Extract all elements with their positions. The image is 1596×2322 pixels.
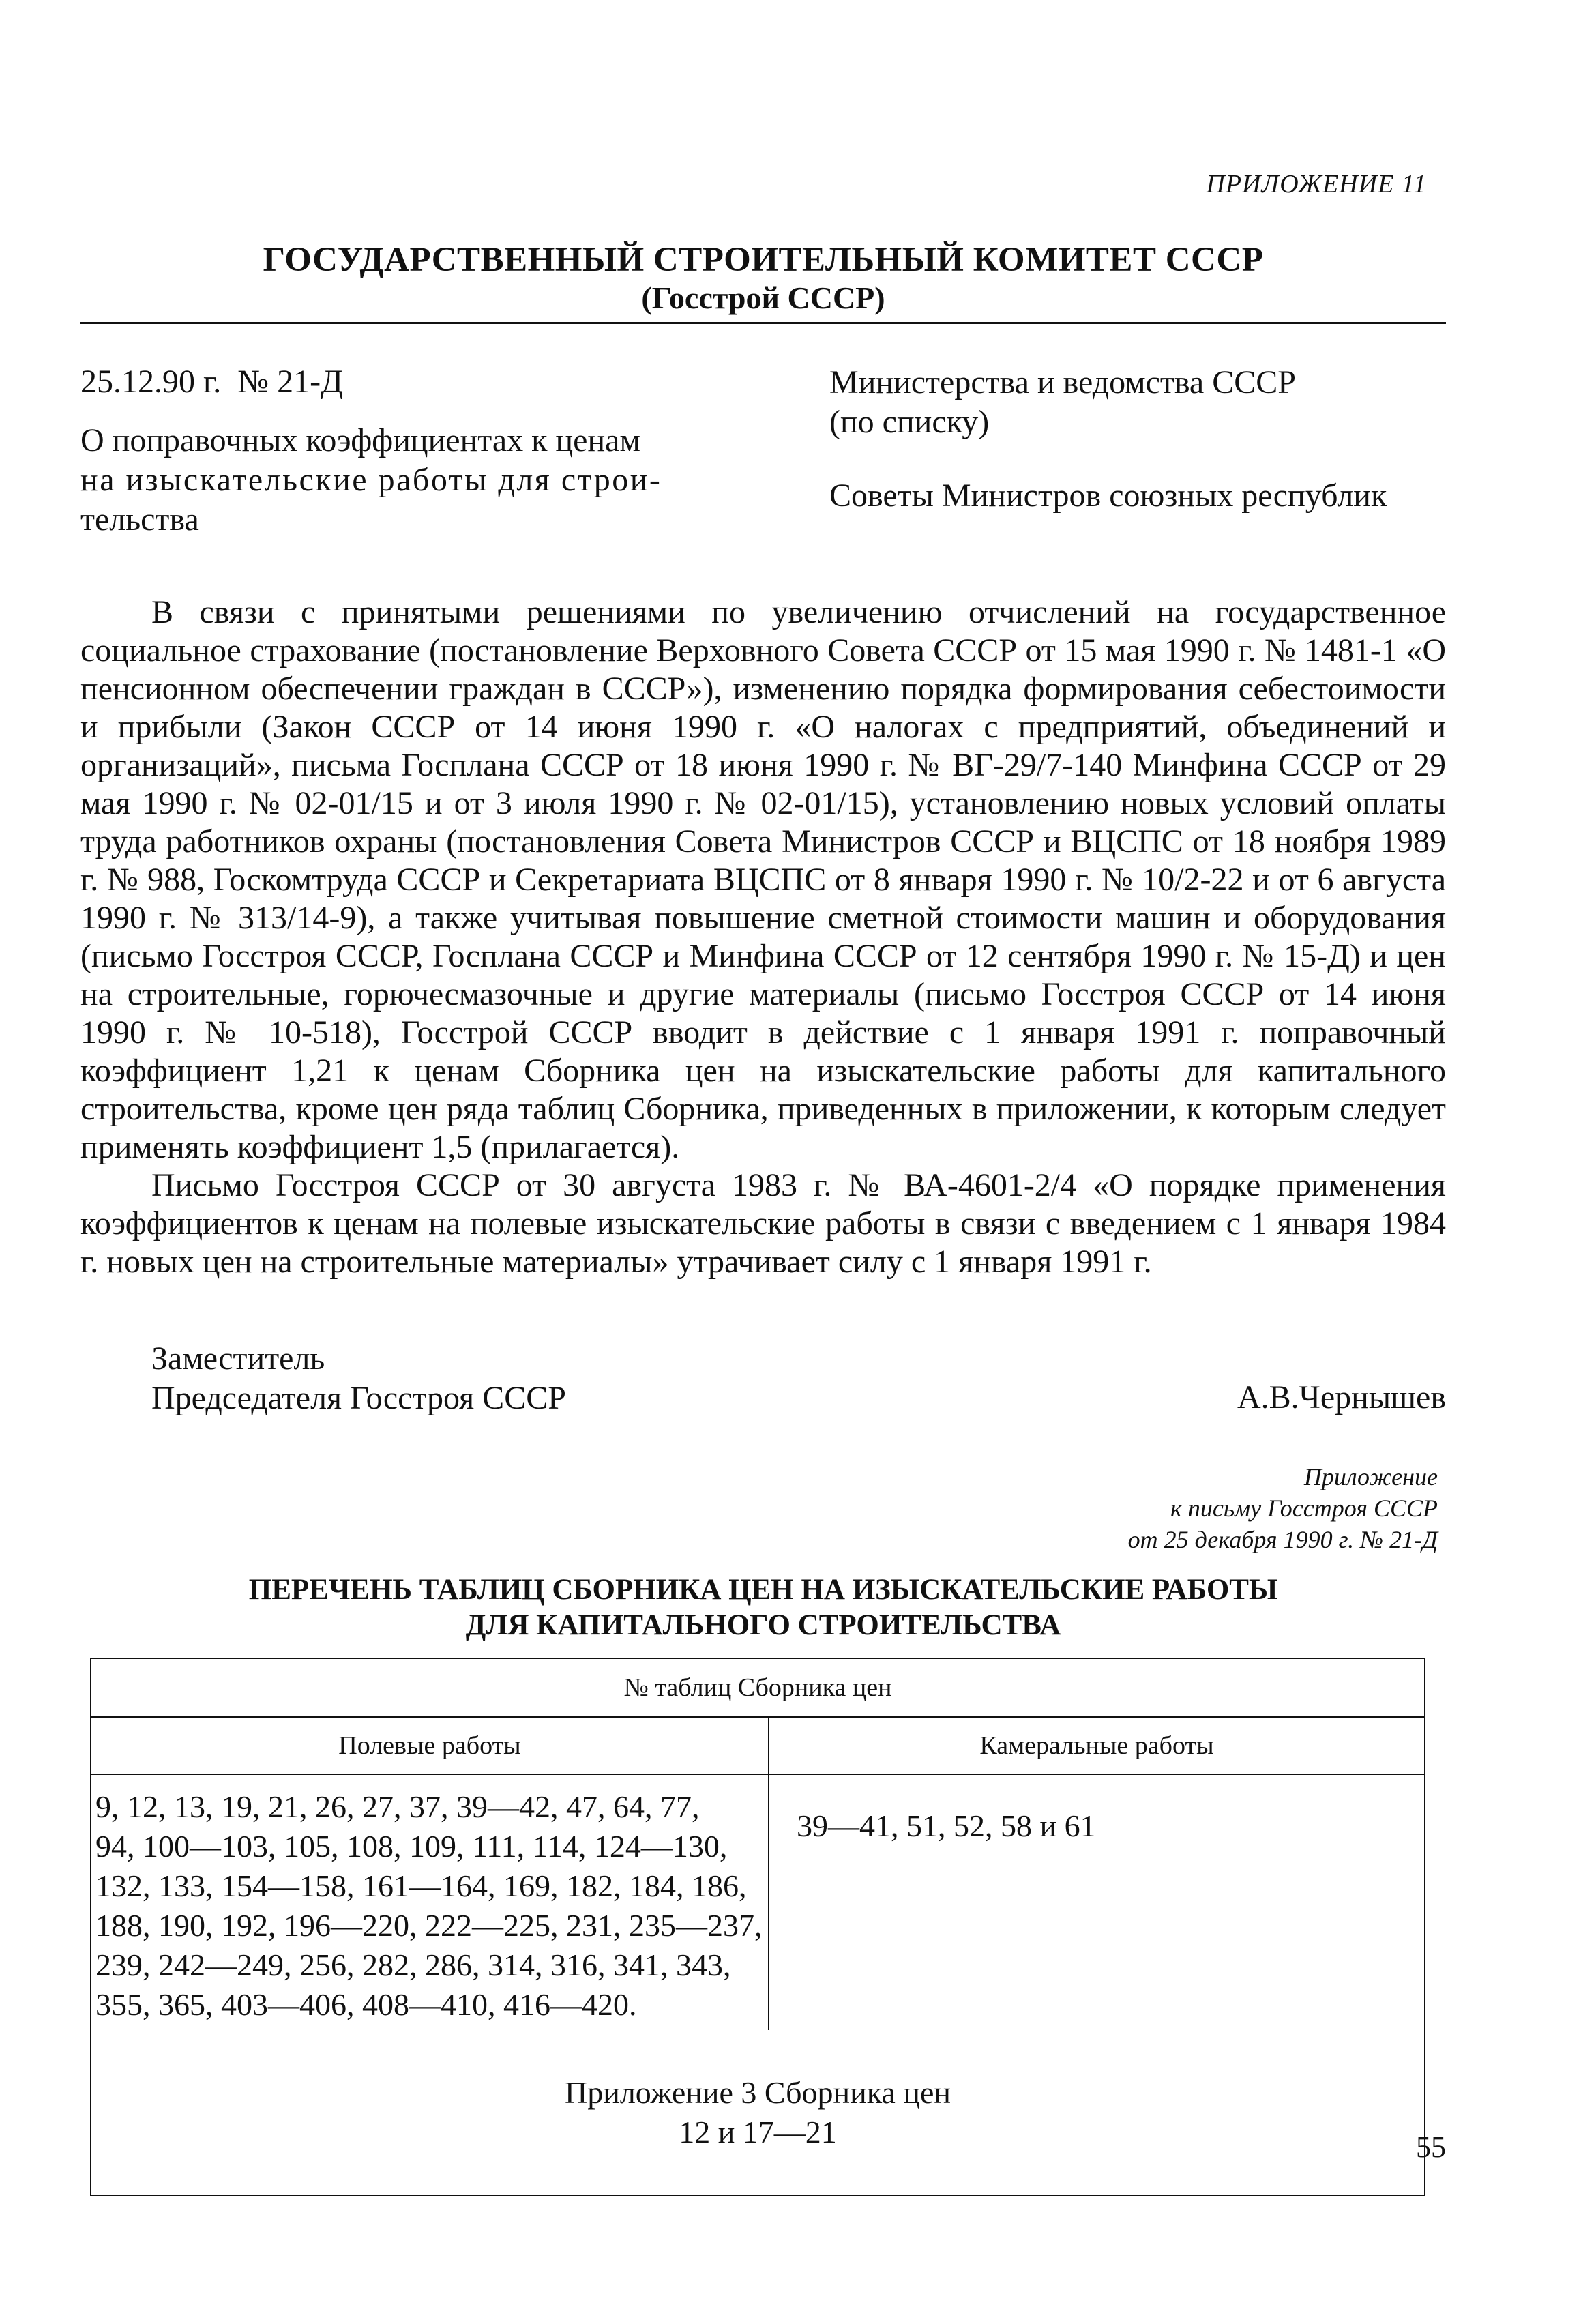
- addressees: [829, 363, 1446, 516]
- tables-list: [90, 1658, 1425, 2196]
- letter-date: 25.12.90 г.: [80, 364, 222, 400]
- addressee-councils: Советы Министров союзных республик: [829, 477, 1387, 514]
- body-paragraph: Письмо Госстроя СССР от 30 августа 1983 г. № ВА-4601-2/4 «О порядке применения коэффициентов к ценам на полевые изыскательские работы в связи с введением с 1 января 1984 г. новых цен на строительные материалы» утрачивает силу с 1 января 1991 г.: [80, 1167, 1446, 1280]
- addressee-ministries: Министерства и ведомства СССР: [829, 364, 1296, 400]
- organization-abbreviation: (Госстрой СССР): [641, 280, 885, 315]
- field-work-line: 94, 100—103, 105, 108, 109, 111, 114, 124—130,: [95, 1829, 728, 1864]
- attachment-note: [1128, 1461, 1438, 1555]
- subject-line: О поправочных коэффициентах к ценам: [80, 422, 640, 458]
- subject-line: на изыскательские работы для строи-: [80, 462, 662, 498]
- list-title: [80, 1572, 1446, 1643]
- table-header: № таблиц Сборника цен: [91, 1658, 1425, 1717]
- organization-title: ГОСУДАРСТВЕННЫЙ СТРОИТЕЛЬНЫЙ КОМИТЕТ СССР: [263, 241, 1264, 279]
- letter-subject: [80, 421, 694, 540]
- signature-title-line: Заместитель: [151, 1340, 325, 1377]
- field-work-line: 355, 365, 403—406, 408—410, 416—420.: [95, 1987, 637, 2022]
- field-work-line: 188, 190, 192, 196—220, 222—225, 231, 235—237,: [95, 1908, 763, 1943]
- attachment-note-line: к письму Госстроя СССР: [1170, 1495, 1438, 1522]
- list-title-line: ДЛЯ КАПИТАЛЬНОГО СТРОИТЕЛЬСТВА: [465, 1609, 1061, 1641]
- letter-dateline: [80, 363, 343, 400]
- letter-body: [80, 593, 1446, 1281]
- body-paragraph: В связи с принятыми решениями по увеличению отчислений на государственное социальное страхование (постановление Верховного Совета СССР от 15 мая 1990 г. № 1481-1 «О пенсионном обеспечении граждан в СССР»), изменению порядка формирования себестоимости и прибыли (Закон СССР от 14 июня 1990 г. «О налогах с предприятий, объединений и организаций», письма Госплана СССР от 18 июня 1990 г. № ВГ-29/7-140 Минфина СССР от 29 мая 1990 г. № 02-01/15 и от 3 июля 1990 г. № 02-01/15), установлению новых условий оплаты труда работников охраны (постановления Совета Министров СССР и ВЦСПС от 18 ноября 1989 г. № 988, Госкомтруда СССР и Секретариата ВЦСПС от 8 января 1990 г. № 10/2-22 и от 6 августа 1990 г. № 313/14-9), а также учитывая повышение сметной стоимости машин и оборудования (письмо Госстроя СССР, Госплана СССР и Минфина СССР от 12 сентября 1990 г. № 15-Д) и цен на строительные, горючесмазочные и другие материалы (письмо Госстроя СССР от 14 июня 1990 г. № 10-518), Госстрой СССР вводит в действие с 1 января 1991 г. поправочный коэффициент 1,21 к ценам Сборника цен на изыскательские работы для капитального строительства, кроме цен ряда таблиц Сборника, приведенных в приложении, к которым следует применять коэффициент 1,5 (прилагается).: [80, 594, 1446, 1165]
- field-work-line: 9, 12, 13, 19, 21, 26, 27, 37, 39—42, 47, 64, 77,: [95, 1789, 700, 1824]
- column-header-field-work: Полевые работы: [91, 1717, 769, 1774]
- list-title-line: ПЕРЕЧЕНЬ ТАБЛИЦ СБОРНИКА ЦЕН НА ИЗЫСКАТЕЛЬСКИЕ РАБОТЫ: [248, 1574, 1278, 1606]
- appendix-label: ПРИЛОЖЕНИЕ 11: [1206, 170, 1427, 199]
- header-divider: [80, 322, 1446, 324]
- signature-title-line: Председателя Госстроя СССР: [151, 1380, 566, 1416]
- table-footer-line: 12 и 17—21: [679, 2115, 837, 2149]
- subject-line: тельства: [80, 501, 199, 538]
- signature-title: [151, 1339, 566, 1418]
- page-number: 55: [1416, 2130, 1446, 2164]
- letter-number: № 21-Д: [237, 364, 343, 400]
- column-header-office-work: Камеральные работы: [769, 1717, 1425, 1774]
- office-work-tables: 39—41, 51, 52, 58 и 61: [769, 1774, 1425, 2030]
- table-footer: [91, 2030, 1425, 2196]
- signer-name: А.В.Чернышев: [1237, 1379, 1446, 1415]
- addressee-ministries-note: (по списку): [829, 404, 990, 440]
- attachment-note-line: Приложение: [1303, 1463, 1438, 1490]
- table-footer-line: Приложение 3 Сборника цен: [565, 2075, 951, 2110]
- field-work-tables: [91, 1774, 769, 2030]
- field-work-line: 132, 133, 154—158, 161—164, 169, 182, 184, 186,: [95, 1868, 747, 1903]
- attachment-note-line: от 25 декабря 1990 г. № 21-Д: [1127, 1526, 1438, 1553]
- field-work-line: 239, 242—249, 256, 282, 286, 314, 316, 341, 343,: [95, 1948, 731, 1982]
